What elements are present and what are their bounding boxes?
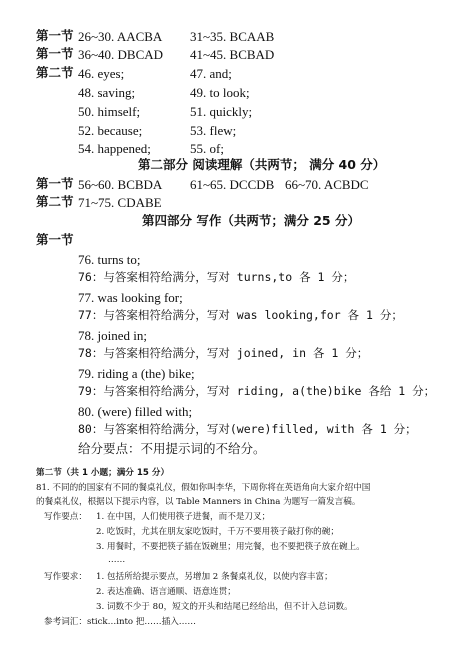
part-heading: 第二部分 阅读理解（共两节； 满分 40 分） — [138, 157, 386, 172]
answer-item: 55. of; — [190, 141, 224, 156]
section-label: 第一节 — [36, 232, 74, 247]
answer-range: 71~75. CDABE — [78, 195, 162, 210]
section-label: 第二节 — [36, 65, 74, 80]
answer-item: 54. happened; — [78, 141, 151, 156]
answer-line: 79. riding a (the) bike; — [78, 366, 195, 381]
answer-range: 61~65. DCCDB — [190, 177, 275, 192]
section-label: 第一节 — [36, 46, 74, 61]
answer-range: 56~60. BCBDA — [78, 177, 163, 192]
scoring-note: 76：与答案相符给满分，写对 turns,to 各 1 分； — [78, 270, 355, 284]
writing-requirement: 1. 包括所给提示要点，另增加 2 条餐桌礼仪，以使内容丰富； — [96, 572, 333, 582]
section-label: 第一节 — [36, 28, 74, 43]
task-intro: 81. 不同的的国家有不同的餐桌礼仪，假如你叫李华，下周你将在英语角向大家介绍中国 — [36, 483, 371, 493]
answer-line: 76. turns to; — [78, 252, 141, 267]
scoring-note: 79：与答案相符给满分，写对 riding, a(the)bike 各给 1 分； — [78, 384, 436, 398]
writing-point: 1. 在中国，人们使用筷子进餐，而不是刀叉； — [96, 512, 271, 522]
answer-range: 66~70. ACBDC — [285, 177, 369, 192]
scoring-note: 80：与答案相符给满分，写对(were)filled, with 各 1 分； — [78, 422, 417, 436]
scoring-note: 77：与答案相符给满分，写对 was looking,for 各 1 分； — [78, 308, 403, 322]
answer-range: 26~30. AACBA — [78, 29, 163, 44]
writing-requirement: 2. 表达准确、语言通顺、语意连贯； — [96, 587, 236, 597]
answer-range: 41~45. BCBAD — [190, 47, 275, 62]
task-heading: 第二节（共 1 小题；满分 15 分） — [36, 468, 170, 478]
scoring-note: 78：与答案相符给满分，写对 joined, in 各 1 分； — [78, 346, 369, 360]
answer-line: 80. (were) filled with; — [78, 404, 193, 419]
answer-item: 53. flew; — [190, 123, 237, 138]
writing-point: 3. 用餐时，不要把筷子插在饭碗里；用完餐，也不要把筷子放在碗上。 — [96, 542, 365, 552]
answer-item: 49. to look; — [190, 85, 250, 100]
part-heading: 第四部分 写作（共两节；满分 25 分） — [142, 213, 360, 228]
answer-item: 52. because; — [78, 123, 143, 138]
section-label: 第二节 — [36, 194, 74, 209]
answer-item: 51. quickly; — [190, 104, 253, 119]
answer-range: 36~40. DBCAD — [78, 47, 164, 62]
scoring-rule: 给分要点：不用提示词的不给分。 — [78, 441, 266, 456]
section-label: 第一节 — [36, 176, 74, 191]
answer-range: 31~35. BCAAB — [190, 29, 275, 44]
answer-item: 48. saving; — [78, 85, 136, 100]
answer-item: 50. himself; — [78, 104, 141, 119]
writing-requirement: 3. 词数不少于 80，短文的开头和结尾已经给出，但不计入总词数。 — [96, 602, 353, 612]
task-intro: 的餐桌礼仪，根据以下提示内容，以 Table Manners in China 为题写一篇发言稿。 — [36, 497, 361, 507]
answer-item: 47. and; — [190, 66, 232, 81]
ellipsis: …… — [108, 555, 126, 565]
requirements-label: 写作要求： — [44, 572, 87, 582]
answer-item: 46. eyes; — [78, 66, 125, 81]
answer-line: 77. was looking for; — [78, 290, 183, 305]
reference-vocab: 参考词汇：stick…into 把……插入…… — [44, 617, 196, 627]
writing-point: 2. 吃饭时，尤其在朋友家吃饭时，千万不要用筷子敲打你的碗； — [96, 527, 339, 537]
answer-line: 78. joined in; — [78, 328, 147, 343]
points-label: 写作要点： — [44, 512, 87, 522]
